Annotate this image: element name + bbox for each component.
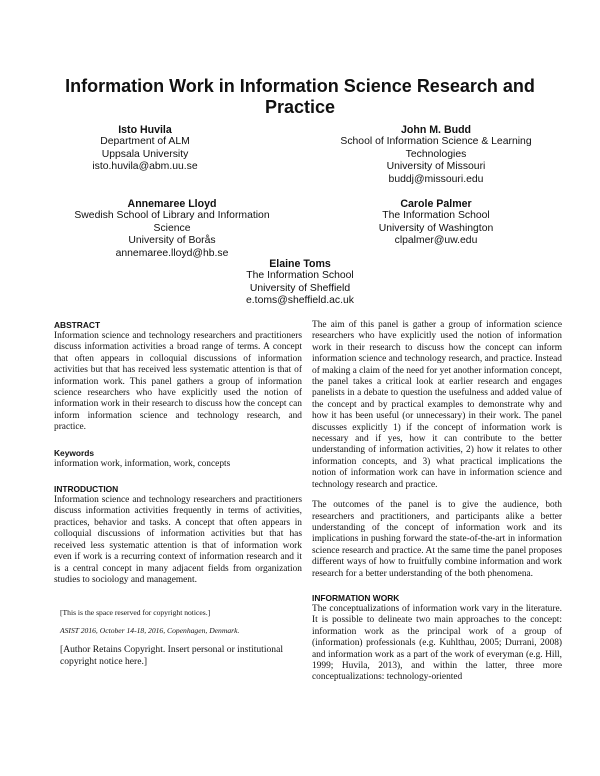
author-email: annemaree.lloyd@hb.se: [115, 247, 229, 259]
keywords-text: information work, information, work, concepts: [54, 458, 231, 469]
abstract-text: Information science and technology researchers and practitioners discuss information activities a broad range of terms. A concept that often appears in colloquial discussions of information activities but that has received less systematic attention is that of information work. This panel gathers a group of information science researchers who have explicitly used the notion of information work in their research to discuss how the concept can inform information science and technology research, and practice.: [54, 331, 302, 433]
author-affiliation: School of Information Science & Learning: [340, 136, 532, 148]
author-name: Carole Palmer: [400, 198, 472, 210]
author-email: isto.huvila@abm.uu.se: [92, 161, 198, 173]
information-work-heading: INFORMATION WORK: [312, 592, 400, 603]
author-affiliation: Uppsala University: [101, 148, 189, 160]
author-name: Isto Huvila: [118, 124, 172, 136]
right-column: [312, 320, 562, 684]
author-affiliation: The Information School: [246, 270, 354, 282]
author-name: Annemaree Lloyd: [127, 198, 217, 210]
left-column: [54, 320, 302, 586]
author-email: e.toms@sheffield.ac.uk: [246, 295, 354, 307]
author-name: John M. Budd: [400, 124, 472, 136]
author-block: [60, 124, 230, 174]
author-name: Elaine Toms: [269, 258, 331, 270]
conference-line: ASIST 2016, October 14-18, 2016, Copenhagen, Denmark.: [60, 626, 240, 635]
panel-outcomes-paragraph: The outcomes of the panel is to give the audience, both researchers and practitioners, and participants alike a better understanding of the concept of information work and its implications in pushing forward the state-of-the-art in information science research and practice. At the same time the panel proposes different ways of how to fruitfully combine information and work research for a better understanding of the both phenomena.: [312, 500, 562, 579]
author-affiliation: Technologies: [405, 148, 467, 160]
author-affiliation: The Information School: [382, 210, 490, 222]
abstract-heading: ABSTRACT: [54, 320, 101, 330]
author-affiliation: Swedish School of Library and Information: [74, 210, 270, 222]
author-email: buddj@missouri.edu: [388, 173, 484, 185]
author-affiliation: University of Washington: [378, 222, 494, 234]
author-copyright-notice: [Author Retains Copyright. Insert personal or institutional copyright notice here.]: [60, 644, 284, 667]
author-affiliation: Department of ALM: [100, 136, 190, 148]
author-affiliation: University of Missouri: [386, 161, 486, 173]
author-block: [220, 258, 380, 308]
author-affiliation: University of Borås: [128, 235, 216, 247]
author-affiliation: Science: [153, 222, 191, 234]
keywords-heading: Keywords: [54, 447, 95, 458]
author-affiliation: University of Sheffield: [249, 282, 351, 294]
author-block: [52, 198, 292, 260]
introduction-text: Information science and technology researchers and practitioners discuss information activities frequently in terms of activities, practices, behavior and tasks. A concept that often appears in colloquial discussions of information activities but that has received less systematic attention is that of information work even if work is a recurring context of information research and it is a central concept in many adjacent fields from organization studies to sociology and management.: [54, 495, 302, 585]
panel-aim-paragraph: The aim of this panel is gather a group of information science researchers who have explicitly used the notion of information work in their research to discuss how the concept can inform information science and technology research, and practice. Instead of making a claim of the need for yet another information concept, the panel takes a critical look at earlier research and engages panelists in a debate to question the usefulness and added value of the concept and by practical examples to demonstrate why and how it has been useful (or unnecessary) in their work. The panel discusses explicitly 1) if the concept of information work is necessary and if yes, how it can contribute to the better understanding of information activities, 2) how it relates to other information concepts, and 3) what practical implications the notion of information work can have in information science and technology research and practice.: [312, 320, 562, 490]
author-block: [318, 124, 554, 186]
copyright-space-note: [This is the space reserved for copyright notices.]: [60, 608, 211, 617]
information-work-paragraph: The conceptualizations of information work vary in the literature. It is possible to delineate two main approaches to the concept: information work as the principal work of a group of (information) professionals (e.g. Kuhlthau, 2005; Durrani, 2008) and information work as a part of the work of everyman (e.g. Hill, 1999; Huvila, 2013), and within the latter, three more conceptualizations: technology-oriented: [312, 603, 562, 683]
author-block: [356, 198, 516, 248]
introduction-heading: INTRODUCTION: [54, 484, 119, 495]
author-email: clpalmer@uw.edu: [394, 235, 478, 247]
paper-title: Information Work in Information Science Research and Practice: [65, 76, 535, 117]
copyright-box: [60, 608, 296, 667]
